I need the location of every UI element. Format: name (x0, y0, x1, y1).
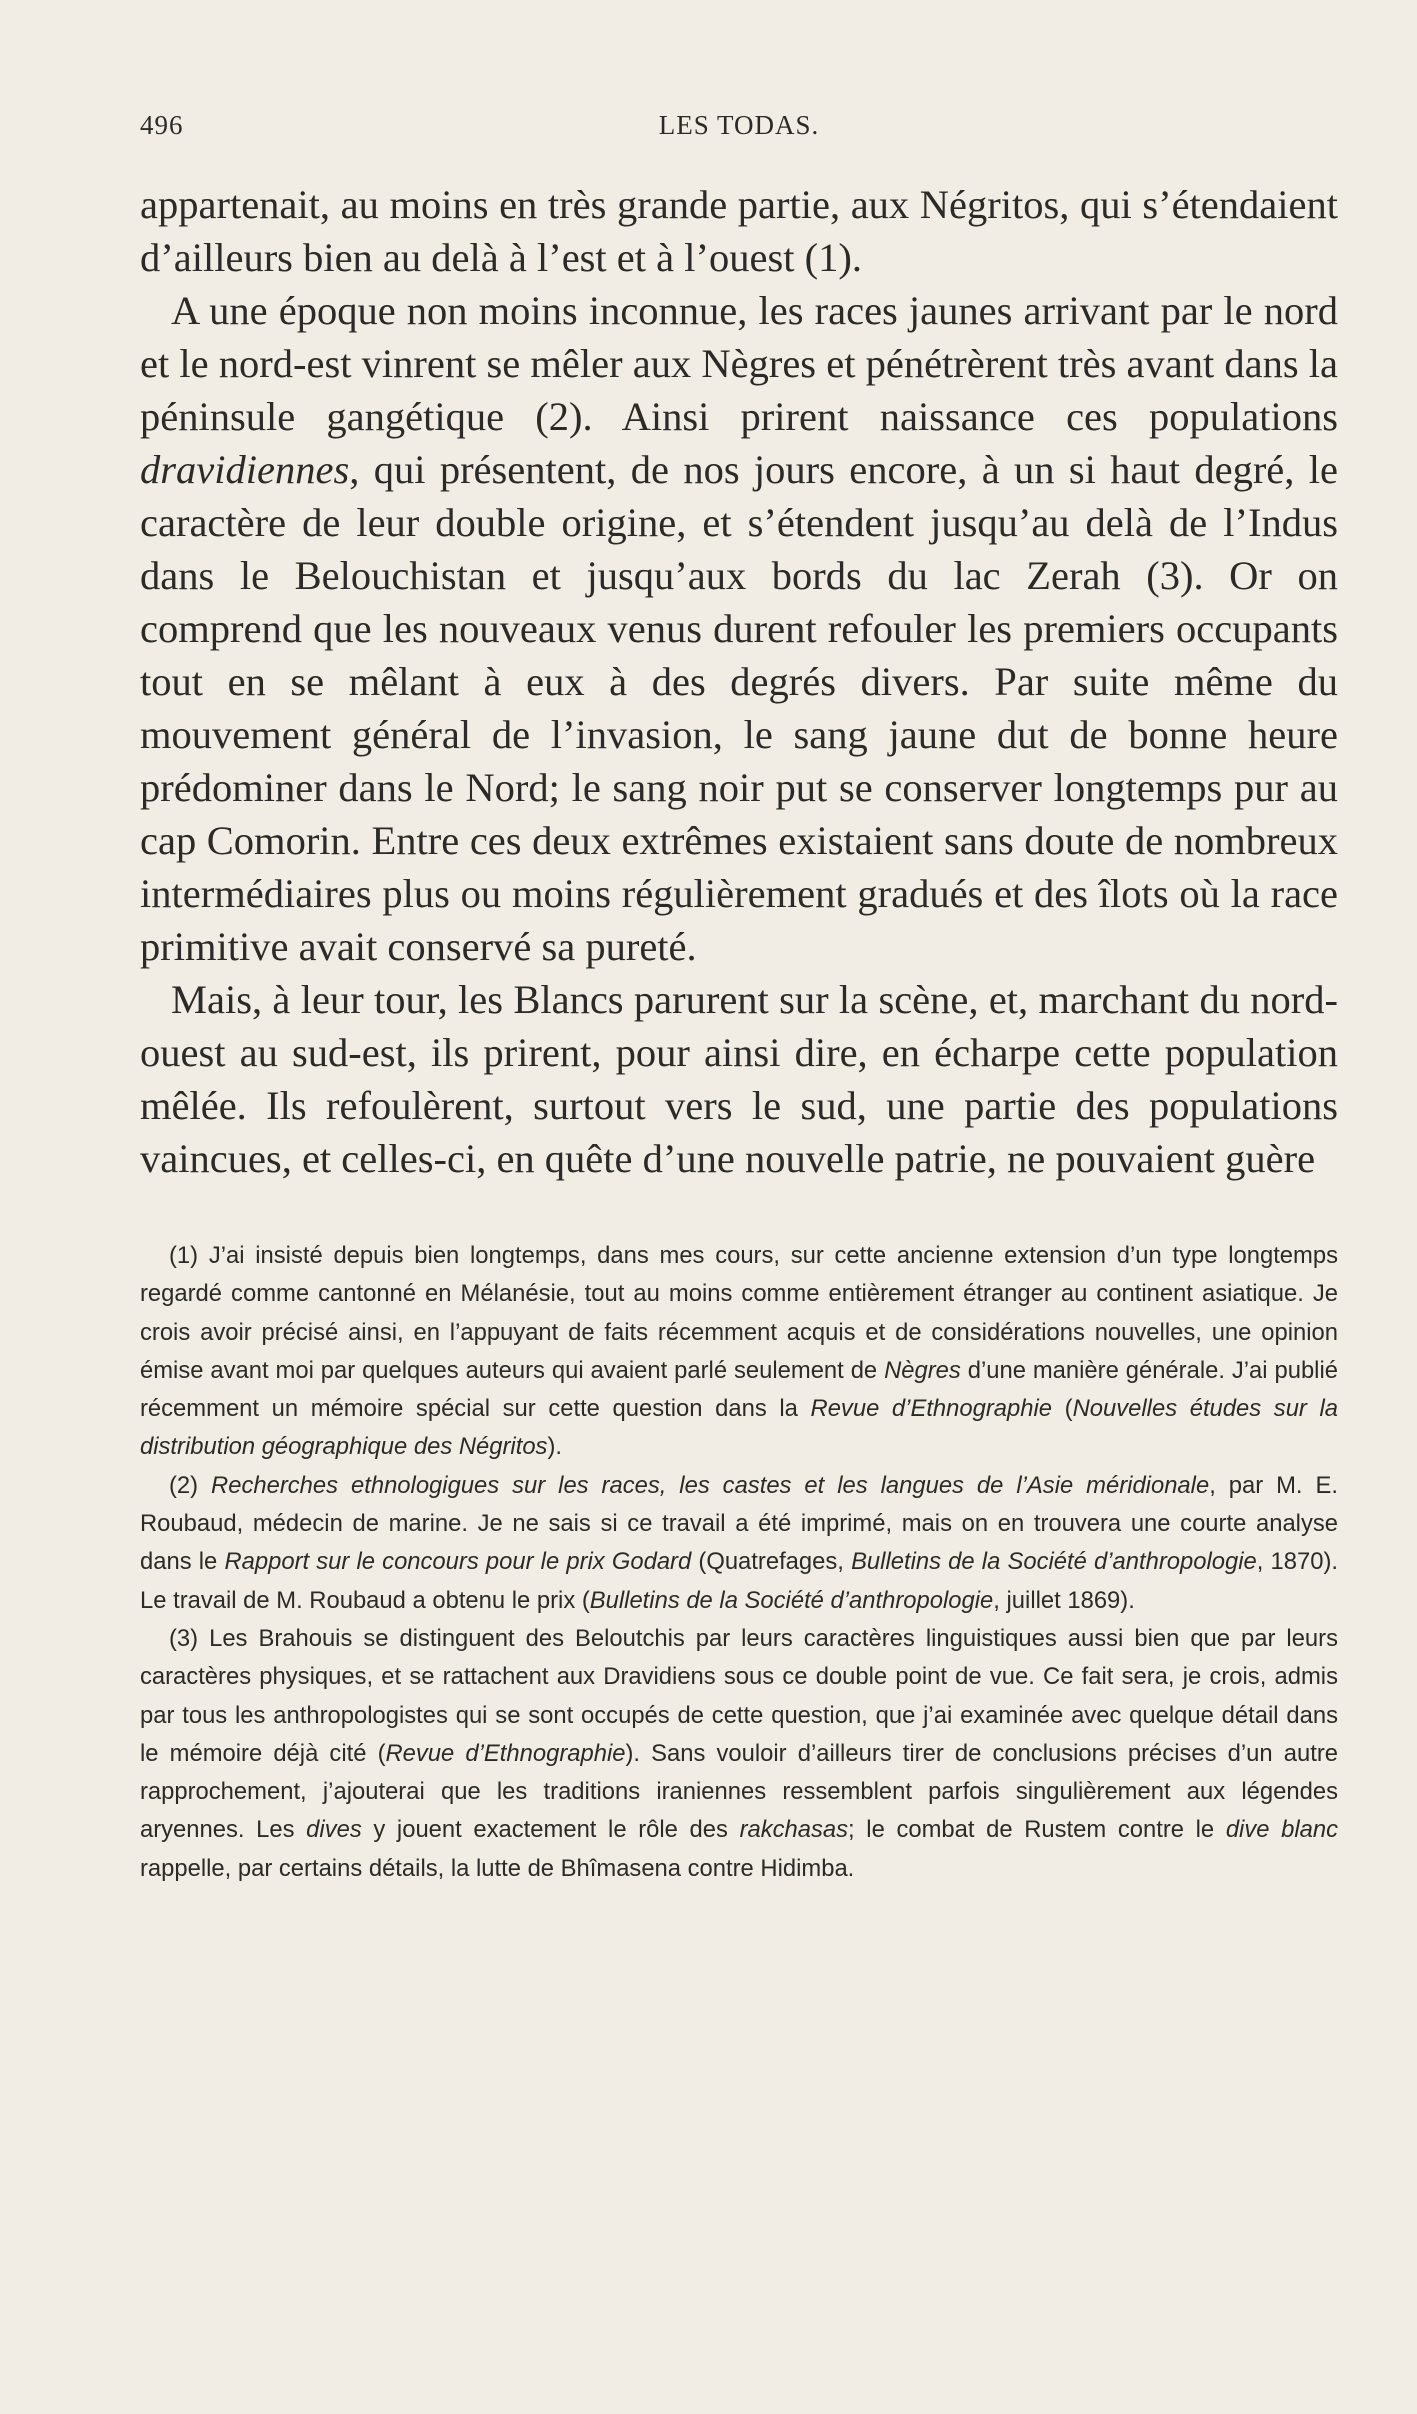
footnote-1 (140, 1237, 1338, 1467)
fn1-em-revue: Revue d’Ethnographie (810, 1395, 1053, 1423)
fn1-em-nouvelles-etudes: Nouvelles études sur la distribution géographique des Négritos (140, 1395, 1338, 1461)
paragraph-1 (140, 178, 1338, 284)
fn2-em-bulletins-1: Bulletins de la Société d’anthropologie (851, 1548, 1257, 1576)
fn3-em-revue: Revue d’Ethnographie (385, 1739, 626, 1767)
fn3-c: y jouent exactement le rôle des (361, 1816, 740, 1844)
fn3-b: ). Sans vouloir d’ailleurs tirer de conclusions précises d’un autre rapprochement, j’ajouterai que les traditions iraniennes ressemblent parfois singulièrement aux légendes aryennes. Les (140, 1739, 1338, 1844)
fn3-em-dives: dives (306, 1816, 362, 1844)
fn2-e: , juillet 1869). (993, 1586, 1135, 1614)
fn2-c: (Quatrefages, (691, 1548, 852, 1576)
fn2-b: , par M. E. Roubaud, médecin de marine. Je ne sais si ce travail a été imprimé, mais on en trouvera une courte analyse dans le (140, 1471, 1338, 1576)
fn3-em-dive-blanc: dive blanc (1225, 1816, 1338, 1844)
paragraph-2-text-b: , qui présentent, de nos jours encore, à un si haut degré, le caractère de leur double origine, et s’étendent jusqu’au delà de l’Indus dans le Belouchistan et jusqu’aux bords du lac Zerah (3). Or on comprend que les nouveaux venus durent refouler les premiers occupants tout en se mêlant à eux à des degrés divers. Par suite même du mouvement général de l’invasion, le sang jaune dut de bonne heure prédominer dans le Nord; le sang noir put se conserver longtemps pur au cap Comorin. Entre ces deux extrêmes existaient sans doute de nombreux intermédiaires plus ou moins régulièrement gradués et des îlots où la race primitive avait conservé sa pureté. (140, 447, 1338, 969)
fn3-em-rakchasas: rakchasas (739, 1816, 849, 1844)
paragraph-2-text-a: A une époque non moins inconnue, les races jaunes arrivant par le nord et le nord-est vinrent se mêler aux Nègres et pénétrèrent très avant dans la péninsule gangétique (2). Ainsi prirent naissance ces populations (140, 288, 1338, 439)
footnote-3 (140, 1620, 1338, 1888)
fn1-a: (1) J’ai insisté depuis bien longtemps, dans mes cours, sur cette ancienne extension d’un type longtemps regardé comme cantonné en Mélanésie, tout au moins comme entièrement étranger au continent asiatique. Je crois avoir précisé ainsi, en l’appuyant de faits récemment acquis et de considérations nouvelles, une opinion émise avant moi par quelques auteurs qui avaient parlé seulement de (140, 1242, 1338, 1384)
fn1-c: ( (1052, 1395, 1073, 1423)
paragraph-3-text: Mais, à leur tour, les Blancs parurent sur la scène, et, marchant du nord-ouest au sud-est, ils prirent, pour ainsi dire, en écharpe cette population mêlée. Ils refoulèrent, surtout vers le sud, une partie des populations vaincues, et celles-ci, en quête d’une nouvelle patrie, ne pouvaient guère (140, 977, 1338, 1181)
term-dravidiennes: dravidiennes (140, 447, 350, 492)
paragraph-2 (140, 284, 1338, 973)
page-header (140, 100, 1338, 160)
fn1-b: d’une manière générale. J’ai publié récemment un mémoire spécial sur cette question dans la (140, 1356, 1338, 1423)
fn3-d: ; le combat de Rustem contre le (848, 1816, 1226, 1844)
fn3-e: rappelle, par certains détails, la lutte de Bhîmasena contre Hidimba. (140, 1854, 855, 1882)
page-number: 496 (140, 110, 184, 140)
running-title: LES TODAS. (658, 110, 820, 140)
fn2-d: , 1870). Le travail de M. Roubaud a obtenu le prix ( (140, 1548, 1338, 1614)
paragraph-1-text: appartenait, au moins en très grande partie, aux Négritos, qui s’étendaient d’ailleurs bien au delà à l’est et à l’ouest (1). (140, 182, 1338, 280)
fn2-em-recherches: Recherches ethnologigues sur les races, les castes et les langues de l’Asie méridionale (211, 1471, 1210, 1499)
fn3-a: (3) Les Brahouis se distinguent des Beloutchis par leurs caractères linguistiques aussi bien que par leurs caractères physiques, et se rattachent aux Dravidiens sous ce double point de vue. Ce fait sera, je crois, admis par tous les anthropologistes qui se sont occupés de cette question, que j’ai examinée avec quelque détail dans le mémoire déjà cité ( (140, 1624, 1338, 1767)
footnotes (140, 1237, 1338, 1888)
fn2-em-rapport: Rapport sur le concours pour le prix Godard (224, 1548, 692, 1576)
footnote-2 (140, 1467, 1338, 1620)
main-text (140, 178, 1338, 1185)
fn2-em-bulletins-2: Bulletins de la Société d’anthropologie (589, 1586, 994, 1614)
fn1-d: ). (547, 1433, 562, 1461)
paragraph-3 (140, 973, 1338, 1185)
book-page (140, 100, 1338, 1888)
fn2-a: (2) (169, 1471, 212, 1499)
fn1-em-negres: Nègres (884, 1356, 961, 1384)
